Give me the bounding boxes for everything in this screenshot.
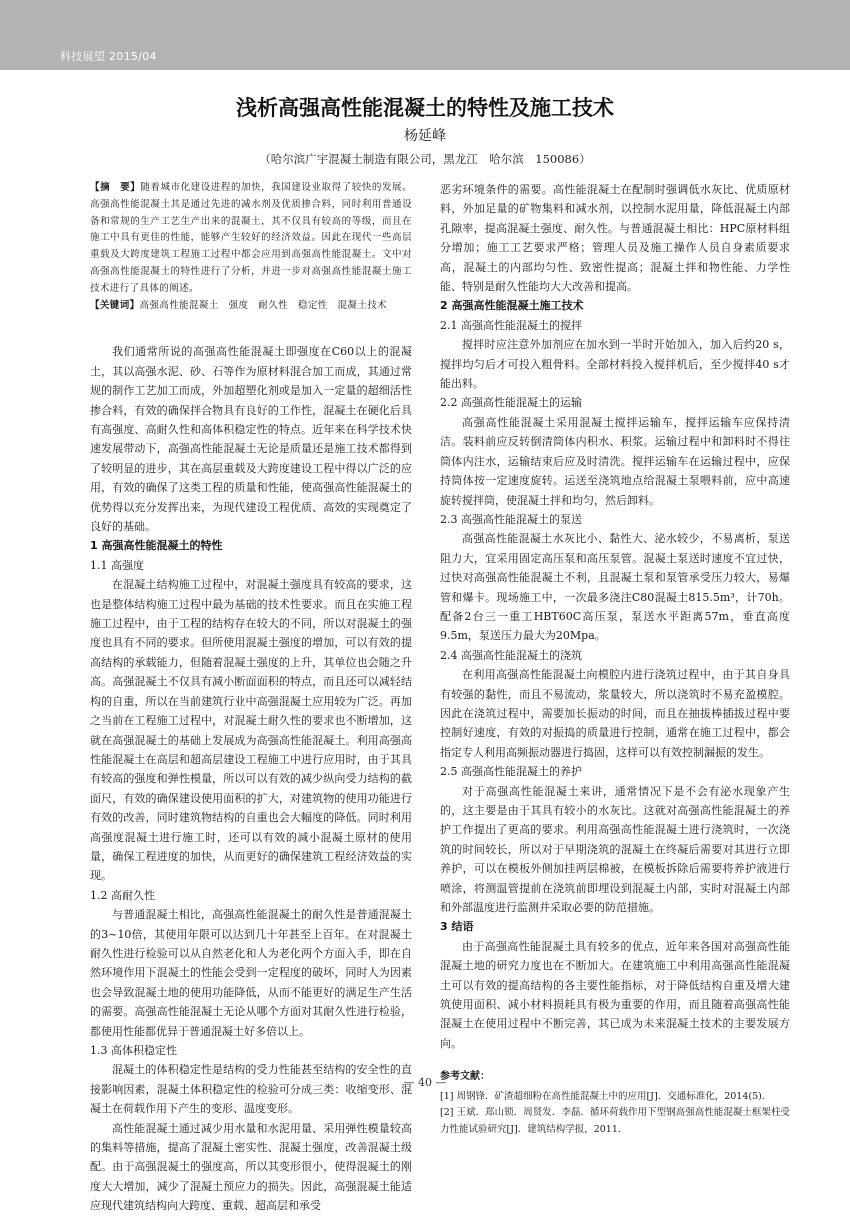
subsection-heading: 2.2 高强高性能混凝土的运输 [440,396,582,410]
author-affiliation: （哈尔滨广宇混凝土制造有限公司，黑龙江 哈尔滨 150086） [259,152,591,166]
right-column [440,180,790,1139]
references-list [440,1089,790,1139]
reference-item: [2] 王斌．郑山锁．周贤发．李磊．循环荷载作用下型钢高强高性能混凝土框架柱受力性能试验研究[J]．建筑结构学报，2011. [440,1107,790,1136]
references-title: 参考文献： [440,1071,490,1083]
section-heading: 1 高强高性能混凝土的特性 [90,539,223,553]
left-column [90,180,412,1216]
body-paragraph: 对于高强高性能混凝土来讲，通常情况下是不会有泌水现象产生的，这主要是由于其具有较小的水灰比。这就对高强高性能混凝土的养护工作提出了更高的要求。利用高强高性能混凝土进行浇筑时，一次浇筑的时间较长，所以对于早期浇筑的混凝土在终凝后需要对其进行立即养护，可以在模板外侧加挂两层棉被，在模板拆除后需要将养护液进行喷涂，将测温管提前在浇筑前即埋设到混凝土内部，实时对混凝土内部和外部温度进行监测并采取必要的防范措施。 [440,784,790,915]
section-heading: 2 高强高性能混凝土施工技术 [440,299,584,313]
abstract-label: 【摘 要】 [90,182,141,193]
body-paragraph: 在利用高强高性能混凝土向模腔内进行浇筑过程中，由于其自身具有较强的黏性，而且不易流动，浆量较大，所以浇筑时不易充盈模腔。因此在浇筑过程中，需要加长振动的时间，而且在抽拔棒插拔过程中要控制好速度，有效的对振捣的质量进行控制，通常在施工过程中，都会指定专人利用高频振动器进行捣固，这样可以有效控制漏振的发生。 [440,668,790,759]
keywords-label: 【关键词】 [90,299,140,311]
subsection-heading: 1.1 高强度 [90,558,144,572]
keywords [90,298,412,315]
body-paragraph: 高强高性能混凝土采用混凝土搅拌运输车，搅拌运输车应保持清洁。装料前应反转倒清筒体内积水、积浆。运输过程中和卸料时不得往筒体内注水，运输结束后应及时清洗。搅拌运输车在运输过程中，应保持筒体按一定速度旋转。运送至浇筑地点给混凝土泵喂料前，应中高速旋转搅拌筒，使混凝土拌和均匀，然后卸料。 [440,415,790,507]
body-paragraph: 搅拌时应注意外加剂应在加水到一半时开始加入，加入后约20 s，搅拌均匀后才可投入粗骨料。全部材料投入搅拌机后，至少搅拌40 s才能出料。 [440,338,790,391]
article-author: 杨延峰 [404,128,446,144]
abstract [90,180,412,298]
article-title: 浅析高强高性能混凝土的特性及施工技术 [236,96,614,120]
subsection-heading: 2.1 高强高性能混凝土的搅拌 [440,318,582,332]
body-paragraph: 与普通混凝土相比，高强高性能混凝土的耐久性是普通混凝土的3~10倍，其使用年限可以达到几十年甚至上百年。在对混凝土耐久性进行检验可以从自然老化和人为老化两个方面入手，即在自然环境作用下混凝土的性能会受到一定程度的破坏，同时人为因素也会导致混凝土地的使用功能降低，从而不能更好的满足生产生活的需要。高强高性能混凝土无论从哪个方面对其耐久性进行检验，都使用性能都优异于普通混凝土好多倍以上。 [90,908,412,1038]
keywords-text: 高强高性能混凝土 强度 耐久性 稳定性 混凝土技术 [139,299,388,311]
subsection-heading: 2.3 高强高性能混凝土的泵送 [440,512,582,526]
subsection-heading: 1.3 高体积稳定性 [90,1044,177,1057]
body-paragraph: 由于高强高性能混凝土具有较多的优点，近年来各国对高强高性能混凝土地的研究力度也在不断加大。在建筑施工中利用高强高性能混凝土可以有效的提高结构的各主要性能指标，对于降低结构自重及增大建筑使用面积、减小材料损耗具有极为重要的作用，而且随着高强高性能混凝土在使用过程中不断完善，其已成为未来混凝土技术的主要发展方向。 [440,939,790,1050]
page-number: — 40 — [403,1076,447,1089]
body-paragraph: 恶劣环境条件的需要。高性能混凝土在配制时强调低水灰比、优质原材料，外加足量的矿物集料和减水剂，以控制水泥用量，降低混凝土内部孔隙率，提高混凝土强度、耐久性。与普通混凝土相比：HPC原材料组分增加；施工工艺要求严格；管理人员及施工操作人员自身素质要求高，混凝土的内部均匀性、致密性提高；混凝土拌和物性能、力学性能、特别是耐久性能均大大改善和提高。 [440,183,790,294]
journal-name: 科技展望 2015/04 [60,50,157,63]
abstract-text: 随着城市化建设进程的加快，我国建设业取得了较快的发展。高强高性能混凝土其是通过先进的减水剂及优质掺合料，同时利用普通设备和常规的生产工艺生产出来的混凝土，其不仅具有较高的等级，而且在施工中具有更佳的性能，能够产生较好的经济效益。因此在现代一些高层重载及大跨度建筑工程施工过程中都会应用到高强高性能混凝土。文中对高强高性能混凝土的特性进行了分析，并进一步对高强高性能混凝土施工技术进行了具体的阐述。 [90,182,412,294]
journal-header-band [0,0,850,70]
intro-paragraph: 我们通常所说的高强高性能混凝土即强度在C60以上的混凝土，其以高强水泥、砂、石等作为原材料混合加工而成，其通过常规的制作工艺加工而成，外加超塑化剂或是加入一定量的超细活性掺合料，有效的确保拌合物具有良好的工作性，混凝土在硬化后具有高强度、高耐久性和高体积稳定性的特点。近年来在科学技术快速发展带动下，高强高性能混凝土无论是质量还是施工技术都得到了较明显的进步，其在高层重载及大跨度建设工程中得以广泛的应用，有效的确保了这类工程的质量和性能，使高强高性能混凝土的优势得以充分发挥出来，为现代建设工程优质、高效的实现奠定了良好的基础。 [90,345,412,534]
body-paragraph: 高强高性能混凝土水灰比小、黏性大、泌水较少，不易离析，泵送阻力大，宜采用固定高压泵和高压泵管。混凝土泵送时速度不宜过快，过快对高强高性能混凝土不利，且混凝土泵和泵管承受压力较大，易爆管和爆卡。现场施工中，一次最多浇注C80混凝土815.5m³，计70h。配备2台三一重工HBT60C高压泵，泵送水平距离57m，垂直高度9.5m，泵送压力最大为20Mpa。 [440,532,790,643]
reference-item: [1] 周钢锋．矿渣超细粉在高性能混凝土中的应用[J]．交通标准化，2014(5). [440,1090,765,1102]
body-paragraph: 在混凝土结构施工过程中，对混凝土强度具有较高的要求，这也是整体结构施工过程中最为基础的技术性要求。而且在实施工程施工过程中，由于工程的结构存在较大的不同，所以对混凝土的强度也具有不同的要求。但所使用混凝土强度的增加，可以有效的提高结构的承载能力，但随着混凝土强度的上升，其单位也会随之升高。高强混凝土不仅具有减小断面面积的特点，而且还可以减轻结构的自重，所以在当前建筑行业中高强混凝土应用较为广泛。再加之当前在工程施工过程中，对混凝土耐久性的要求也不断增加，这就在高强混凝土的基础上发展成为高强高性能混凝土。利用高强高性能混凝土在高层和超高层建设工程施工中进行应用时，由于其具有较高的强度和弹性模量，所以可以有效的减少纵向受力结构的截面尺，有效的确保建设使用面积的扩大，对建筑物的使用功能进行有效的改善，同时建筑物结构的自重也会大幅度的降低。同时利用高强度混凝土进行施工时，还可以有效的减小混凝土原材的使用量，确保工程进度的加快，从而更好的确保建筑工程经济效益的实现。 [90,578,412,883]
subsection-heading: 2.4 高强高性能混凝土的浇筑 [440,648,582,662]
body-paragraph: 混凝土的体积稳定性是结构的受力性能甚至结构的安全性的直接影响因素，混凝土体积稳定性的检验可分成三类：收缩变形、混凝土在荷载作用下产生的变形、温度变形。 [90,1063,412,1116]
body-paragraph: 高性能混凝土通过减少用水量和水泥用量、采用弹性模量较高的集料等措施，提高了混凝土密实性、混凝土强度，改善混凝土级配。由于高强混凝土的强度高，所以其变形很小，使得混凝土的刚度大大增加，减少了混凝土预应力的损失。因此，高强混凝土能适应现代建筑结构向大跨度、重载、超高层和承受 [90,1121,412,1213]
section-heading: 3 结语 [440,920,474,934]
subsection-heading: 1.2 高耐久性 [90,888,155,902]
subsection-heading: 2.5 高强高性能混凝土的养护 [440,765,582,779]
